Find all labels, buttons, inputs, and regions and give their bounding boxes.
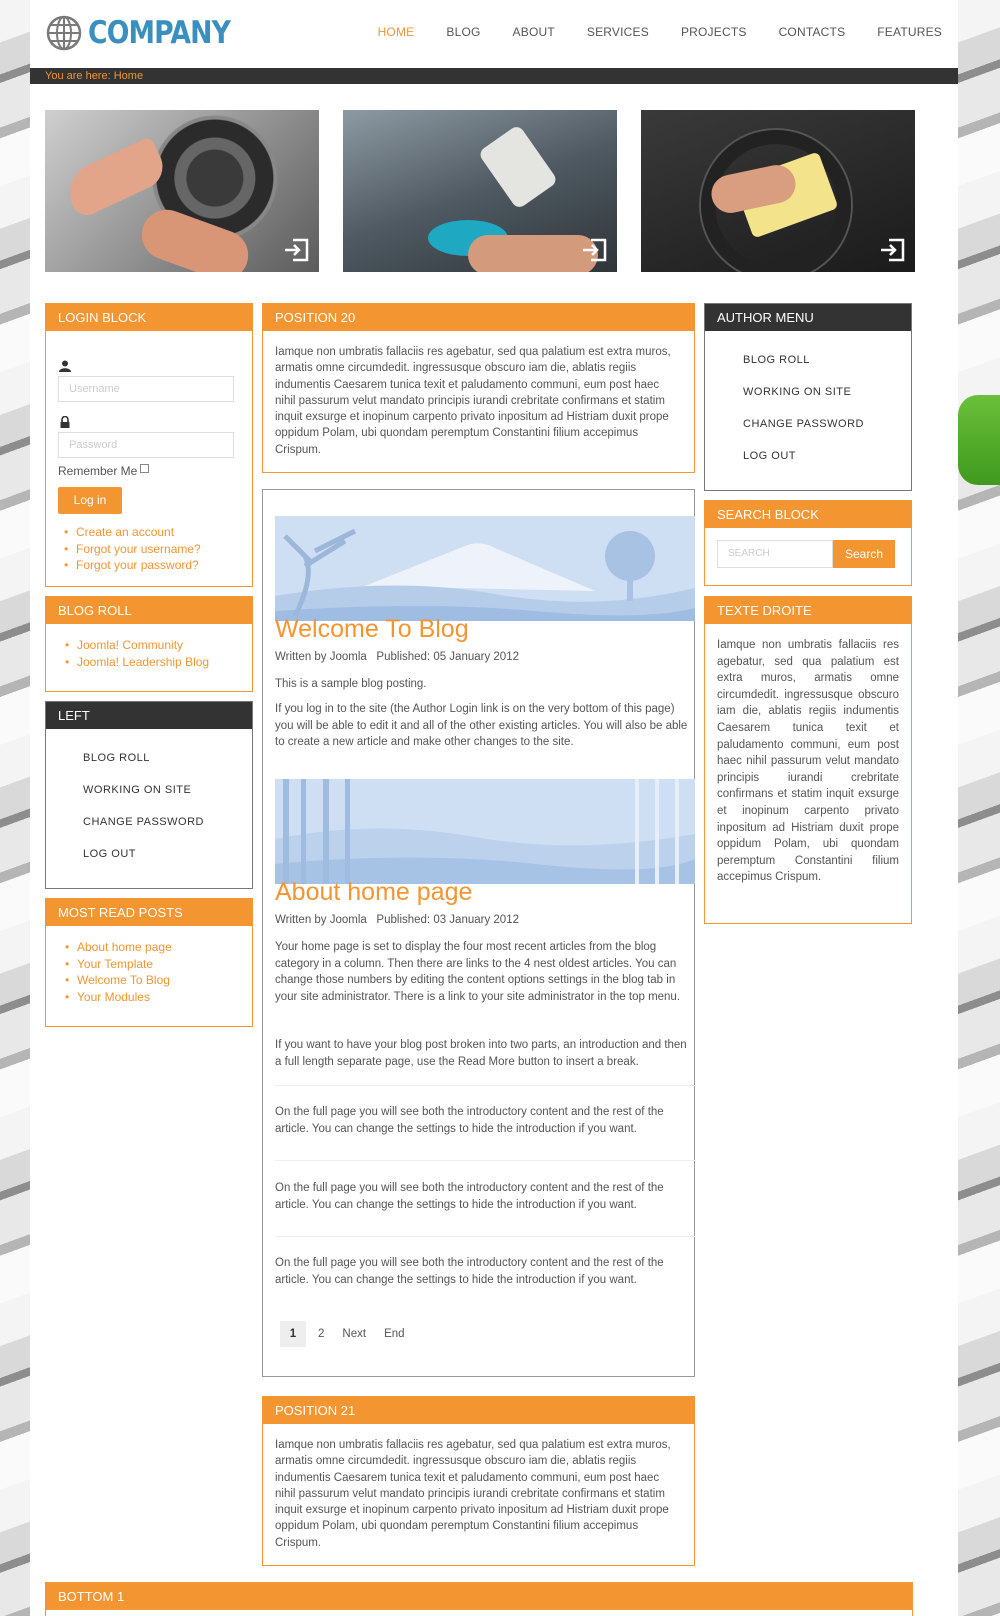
- banner-graphic: [468, 235, 598, 272]
- most-read-link[interactable]: • About home page: [77, 939, 252, 956]
- blog-roll-link[interactable]: • Joomla! Community: [77, 637, 252, 654]
- enter-icon[interactable]: [283, 238, 309, 262]
- article-byline: [275, 651, 519, 663]
- banner-oil[interactable]: [343, 110, 617, 272]
- nav-projects[interactable]: PROJECTS: [680, 25, 747, 39]
- banner-tire[interactable]: [45, 110, 319, 272]
- intro-item: On the full page you will see both the introductory content and the rest of the article. You can change the settings to hide the introduction if you want.: [275, 1106, 664, 1135]
- author-menu-log-out[interactable]: LOG OUT: [743, 450, 797, 462]
- texte-droite-title: TEXTE DROITE: [705, 597, 911, 624]
- bamboo-illustration: [275, 779, 695, 884]
- user-icon: [59, 360, 71, 372]
- search-placeholder: SEARCH: [728, 548, 770, 559]
- left-menu: [46, 742, 252, 870]
- article-paragraph: If you log in to the site (the Author Login link is on the very bottom of this page) you will be able to edit it and all of the other existing articles. You will also be able to create a new article and make other changes to the site.: [275, 703, 688, 748]
- page-end[interactable]: End: [384, 1328, 405, 1340]
- most-read-link[interactable]: • Your Modules: [77, 989, 252, 1006]
- login-links: [58, 524, 240, 574]
- most-read-link[interactable]: • Your Template: [77, 956, 252, 973]
- blog-roll-title: BLOG ROLL: [46, 597, 252, 624]
- banner-graphic: [477, 124, 558, 210]
- pagination: [280, 1321, 423, 1347]
- username-input[interactable]: [58, 376, 234, 402]
- nav-about[interactable]: ABOUT: [512, 25, 555, 39]
- search-title: SEARCH BLOCK: [705, 501, 911, 528]
- menu-blog-roll[interactable]: BLOG ROLL: [83, 752, 150, 764]
- position20-text: Iamque non umbratis fallaciis res agebatur, sed qua palatium est extra muros, armatis omne circumdedit. ingressusque obscuro iam die, ablatis regiis indumentis Caesarem tunica texit et paludamento communi, eum post haec nihil passurum velut mandato principis iurandi crebritate confirmans et statim inquit exsurge et inopinum carpento privato inpositum ad Histriam duxit prope oppidum Polam, ubi quondam peremptum Constantini filium accepimus Crispum.: [275, 346, 671, 456]
- most-read-module: [45, 898, 253, 1027]
- article-author: Written by Joomla: [275, 651, 367, 663]
- divider: [275, 1160, 695, 1161]
- enter-icon[interactable]: [879, 238, 905, 262]
- nav-services[interactable]: SERVICES: [586, 25, 649, 39]
- breadcrumb-prefix: You are here:: [45, 70, 111, 82]
- breadcrumb: [30, 68, 958, 84]
- position21-module: [262, 1396, 695, 1566]
- divider: [275, 1085, 695, 1086]
- create-account-link[interactable]: • Create an account: [76, 524, 240, 541]
- login-module: [45, 303, 253, 587]
- texte-droite-module: [704, 596, 912, 924]
- bottom1-title: BOTTOM 1: [46, 1583, 912, 1610]
- article-published: Published: 03 January 2012: [376, 914, 519, 926]
- article-published: Published: 05 January 2012: [376, 651, 519, 663]
- logo[interactable]: [46, 15, 253, 51]
- position20-title: POSITION 20: [263, 304, 694, 331]
- position20-module: [262, 303, 695, 473]
- most-read-link[interactable]: • Welcome To Blog: [77, 972, 252, 989]
- blog-roll-module: [45, 596, 253, 692]
- breadcrumb-current[interactable]: Home: [113, 70, 144, 82]
- author-menu-change-password[interactable]: CHANGE PASSWORD: [743, 418, 864, 430]
- left-menu-title: LEFT: [46, 702, 252, 729]
- author-menu: [705, 344, 911, 472]
- background-car: [958, 395, 1000, 485]
- most-read-title: MOST READ POSTS: [46, 899, 252, 926]
- nav-blog[interactable]: BLOG: [446, 25, 481, 39]
- forgot-password-link[interactable]: • Forgot your password?: [76, 557, 240, 574]
- page-1[interactable]: 1: [280, 1321, 306, 1347]
- banner-graphic: [60, 136, 170, 220]
- header: [30, 0, 958, 68]
- author-menu-module: [704, 303, 912, 491]
- login-button[interactable]: Log in: [58, 487, 122, 514]
- article-byline: [275, 914, 519, 926]
- article-title[interactable]: Welcome To Blog: [275, 615, 469, 643]
- author-menu-title: AUTHOR MENU: [705, 304, 911, 331]
- bottom1-module: [45, 1582, 913, 1616]
- search-module: [704, 500, 912, 586]
- nav-features[interactable]: FEATURES: [877, 25, 942, 39]
- password-input[interactable]: [58, 432, 234, 458]
- divider: [275, 1236, 695, 1237]
- enter-icon[interactable]: [581, 238, 607, 262]
- author-menu-working-on-site[interactable]: WORKING ON SITE: [743, 386, 852, 398]
- author-menu-blog-roll[interactable]: BLOG ROLL: [743, 354, 810, 366]
- article-title[interactable]: About home page: [275, 878, 473, 906]
- login-title: LOGIN BLOCK: [46, 304, 252, 331]
- background-left: [0, 0, 30, 1616]
- menu-change-password[interactable]: CHANGE PASSWORD: [83, 816, 204, 828]
- blog-roll-link[interactable]: • Joomla! Leadership Blog: [77, 654, 252, 671]
- lock-icon: [59, 416, 71, 428]
- article-author: Written by Joomla: [275, 914, 367, 926]
- banner-graphic: [135, 203, 255, 272]
- main-nav: [346, 25, 942, 39]
- nav-home[interactable]: HOME: [377, 25, 415, 39]
- article-paragraph: This is a sample blog posting.: [275, 678, 427, 690]
- banner-interior[interactable]: [641, 110, 915, 272]
- globe-icon: [46, 15, 82, 51]
- left-menu-module: [45, 701, 253, 889]
- password-placeholder: Password: [69, 439, 118, 451]
- intro-item: On the full page you will see both the introductory content and the rest of the article. You can change the settings to hide the introduction if you want.: [275, 1257, 664, 1286]
- remember-checkbox[interactable]: [140, 464, 149, 473]
- position21-text: Iamque non umbratis fallaciis res agebatur, sed qua palatium est extra muros, armatis omne circumdedit. ingressusque obscuro iam die, ablatis regiis indumentis Caesarem tunica texit et paludamento communi, eum post haec nihil passurum velut mandato principis iurandi crebritate confirmans et statim inquit exsurge et inopinum carpento privato inpositum ad Histriam duxit prope oppidum Polam, ubi quondam peremptum Constantini filium accepimus Crispum.: [275, 1439, 671, 1549]
- blog-image-mountain: [275, 516, 695, 621]
- menu-working-on-site[interactable]: WORKING ON SITE: [83, 784, 192, 796]
- most-read-links: [46, 939, 252, 1005]
- page-2[interactable]: 2: [318, 1328, 325, 1340]
- position21-title: POSITION 21: [263, 1397, 694, 1424]
- intro-item: On the full page you will see both the introductory content and the rest of the article. You can change the settings to hide the introduction if you want.: [275, 1182, 664, 1211]
- background-right: [958, 0, 1000, 1616]
- nav-contacts[interactable]: CONTACTS: [778, 25, 846, 39]
- blog-roll-links: [46, 637, 252, 670]
- username-placeholder: Username: [69, 383, 120, 395]
- page-next[interactable]: Next: [342, 1328, 367, 1340]
- blog-list: [262, 489, 695, 1377]
- search-button[interactable]: Search: [833, 540, 895, 568]
- forgot-username-link[interactable]: • Forgot your username?: [76, 541, 240, 558]
- logo-text: COMPANY: [88, 15, 231, 51]
- menu-log-out[interactable]: LOG OUT: [83, 848, 137, 860]
- article-paragraph: Your home page is set to display the four most recent articles from the blog category in a column. Then there are links to the 4 nest oldest articles. You can change those numbers by editing the content options settings in the blog tab in your site administrator. There is a link to your site administrator in the top menu.: [275, 941, 681, 1003]
- page: [30, 0, 958, 1616]
- article-paragraph: If you want to have your blog post broken into two parts, an introduction and then a full length separate page, use the Read More button to insert a break.: [275, 1039, 687, 1068]
- search-input[interactable]: [717, 540, 833, 568]
- blog-image-bamboo: [275, 779, 695, 884]
- remember-label: Remember Me: [58, 464, 138, 478]
- texte-droite-text: Iamque non umbratis fallaciis res agebatur, sed qua palatium est extra muros, armatis omne circumdedit. ingressusque obscuro iam die, ablatis regiis indumentis Caesarem tunica texit et paludamento communi, eum post haec nihil passurum velut mandato principis iurandi crebritate confirmans et statim inquit exsurge et inopinum carpento privato inpositum ad Histriam duxit prope oppidum Polam, ubi quondam peremptum Constantini filium accepimus Crispum.: [717, 639, 899, 884]
- mountain-illustration: [275, 516, 695, 621]
